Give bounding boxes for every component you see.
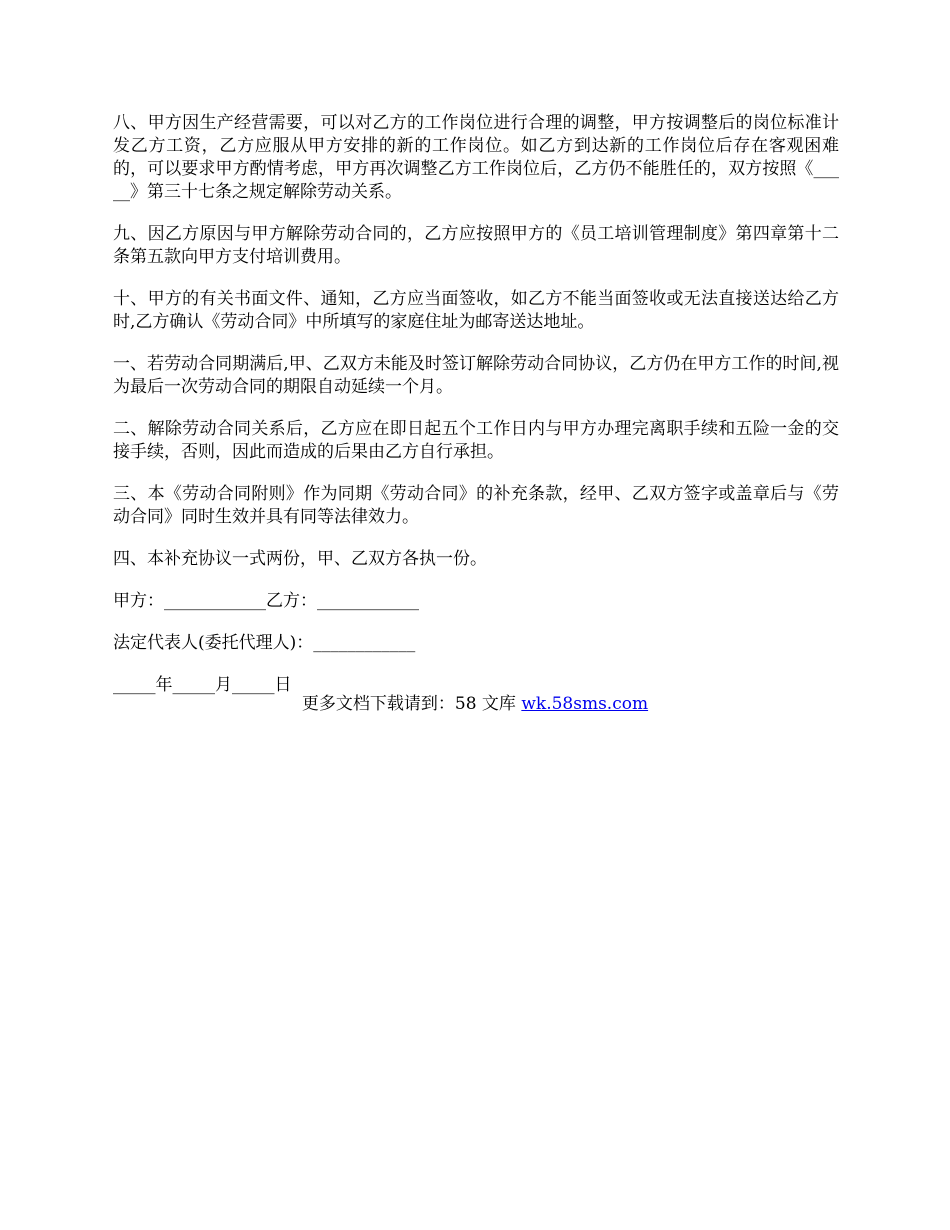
party-signature-line: 甲方：____________乙方：____________ <box>113 591 419 611</box>
download-footer <box>0 693 950 716</box>
clause-9: 九、因乙方原因与甲方解除劳动合同的，乙方应按照甲方的《员工培训管理制度》第四章第十二条第五款向甲方支付培训费用。 <box>113 224 839 267</box>
supplement-clause-3: 三、本《劳动合同附则》作为同期《劳动合同》的补充条款，经甲、乙双方签字或盖章后与《劳动合同》同时生效并具有同等法律效力。 <box>113 484 839 527</box>
clause-10: 十、甲方的有关书面文件、通知，乙方应当面签收，如乙方不能当面签收或无法直接送达给乙方时,乙方确认《劳动合同》中所填写的家庭住址为邮寄送达地址。 <box>113 289 839 332</box>
supplement-clause-4: 四、本补充协议一式两份，甲、乙双方各执一份。 <box>113 549 487 569</box>
footer-link[interactable]: wk.58sms.com <box>521 694 649 714</box>
legal-representative-line: 法定代表人(委托代理人)：____________ <box>113 633 416 653</box>
supplement-clause-1: 一、若劳动合同期满后,甲、乙双方未能及时签订解除劳动合同协议，乙方仍在甲方工作的时间,视为最后一次劳动合同的期限自动延续一个月。 <box>113 354 839 397</box>
footer-text: 更多文档下载请到：58 文库 <box>301 694 522 714</box>
clause-8: 八、甲方因生产经营需要，可以对乙方的工作岗位进行合理的调整，甲方按调整后的岗位标准计发乙方工资，乙方应服从甲方安排的新的工作岗位。如乙方到达新的工作岗位后存在客观困难的，可以要求甲方酌情考虑，甲方再次调整乙方工作岗位后，乙方仍不能胜任的，双方按照《_____》第三十七条之规定解除劳动关系。 <box>113 113 839 202</box>
document-body <box>113 112 839 716</box>
date-line: _____年_____月_____日 <box>113 675 292 695</box>
supplement-clause-2: 二、解除劳动合同关系后，乙方应在即日起五个工作日内与甲方办理完离职手续和五险一金的交接手续，否则，因此而造成的后果由乙方自行承担。 <box>113 419 839 462</box>
